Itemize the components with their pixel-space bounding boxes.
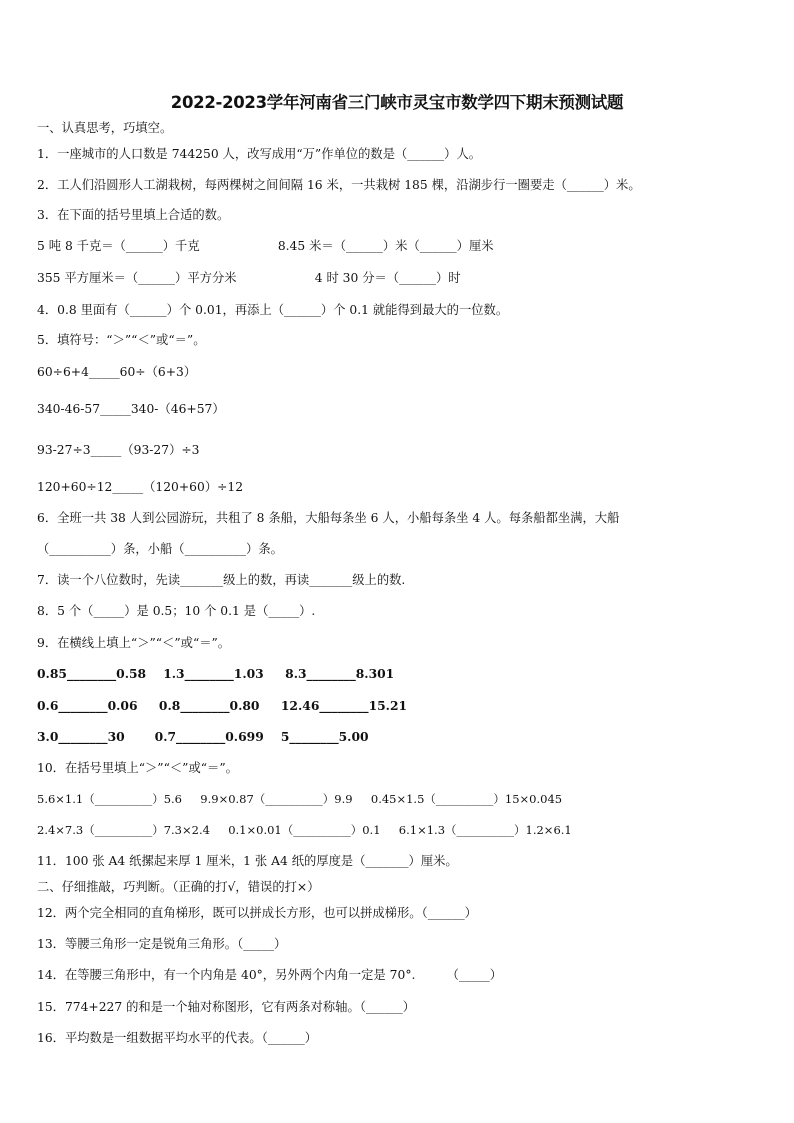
question-5-item-1: 60÷6+4_____60÷（6+3） xyxy=(37,365,197,379)
question-5-item-4: 120+60÷12_____（120+60）÷12 xyxy=(37,480,244,494)
question-6-cont: （__________）条，小船（__________）条。 xyxy=(37,542,283,556)
question-3-row-1: 5 吨 8 千克＝（______）千克 8.45 米＝（______）米（______）厘米 xyxy=(37,239,494,253)
section-2-heading: 二、仔细推敲，巧判断。（正确的打√，错误的打×） xyxy=(37,880,320,894)
question-9: 9．在横线上填上“＞”“＜”或“＝”。 xyxy=(37,636,231,650)
question-6: 6．全班一共 38 人到公园游玩，共租了 8 条船，大船每条坐 6 人，小船每条坐 4 人。每条船都坐满，大船 xyxy=(37,511,620,525)
question-5-item-2: 340-46-57_____340-（46+57） xyxy=(37,402,225,416)
question-8: 8．5 个（_____）是 0.5；10 个 0.1 是（_____）. xyxy=(37,604,316,618)
question-2: 2．工人们沿圆形人工湖栽树，每两棵树之间间隔 16 米，一共栽树 185 棵，沿湖步行一圈要走（______）米。 xyxy=(37,178,641,192)
question-10-row-2: 2.4×7.3（__________）7.3×2.4 0.1×0.01（__________）0.1 6.1×1.3（__________）1.2×6.1 xyxy=(37,823,572,837)
question-10-row-1: 5.6×1.1（__________）5.6 9.9×0.87（__________）9.9 0.45×1.5（__________）15×0.045 xyxy=(37,792,563,806)
question-9-row-2: 0.6________0.06 0.8________0.80 12.46________15.21 xyxy=(37,698,408,713)
question-3-row-2: 355 平方厘米＝（______）平方分米 4 时 30 分＝（______）时 xyxy=(37,271,461,285)
question-3: 3．在下面的括号里填上合适的数。 xyxy=(37,208,230,222)
page-title: 2022-2023学年河南省三门峡市灵宝市数学四下期末预测试题 xyxy=(170,93,624,112)
question-9-row-3: 3.0________30 0.7________0.699 5________5.00 xyxy=(37,729,369,744)
question-12: 12．两个完全相同的直角梯形，既可以拼成长方形，也可以拼成梯形。（______） xyxy=(37,906,477,920)
question-10: 10．在括号里填上“＞”“＜”或“＝”。 xyxy=(37,761,238,775)
question-14: 14．在等腰三角形中，有一个内角是 40°，另外两个内角一定是 70°. （_____） xyxy=(37,968,502,982)
question-1: 1．一座城市的人口数是 744250 人，改写成用“万”作单位的数是（______）人。 xyxy=(37,147,482,161)
question-15: 15．774+227 的和是一个轴对称图形，它有两条对称轴。（______） xyxy=(37,1000,416,1014)
question-5: 5．填符号：“＞”“＜”或“＝”。 xyxy=(37,333,206,347)
question-9-row-1: 0.85________0.58 1.3________1.03 8.3________8.301 xyxy=(37,666,395,681)
question-4: 4．0.8 里面有（______）个 0.01，再添上（______）个 0.1 就能得到最大的一位数。 xyxy=(37,303,509,317)
question-13: 13．等腰三角形一定是锐角三角形。（_____） xyxy=(37,937,287,951)
question-7: 7．读一个八位数时，先读_______级上的数，再读_______级上的数. xyxy=(37,573,406,587)
question-11: 11．100 张 A4 纸摞起来厚 1 厘米，1 张 A4 纸的厚度是（_______）厘米。 xyxy=(37,854,458,868)
question-5-item-3: 93-27÷3_____（93-27）÷3 xyxy=(37,443,200,457)
section-1-heading: 一、认真思考，巧填空。 xyxy=(37,121,173,135)
question-16: 16．平均数是一组数据平均水平的代表。（______） xyxy=(37,1031,318,1045)
